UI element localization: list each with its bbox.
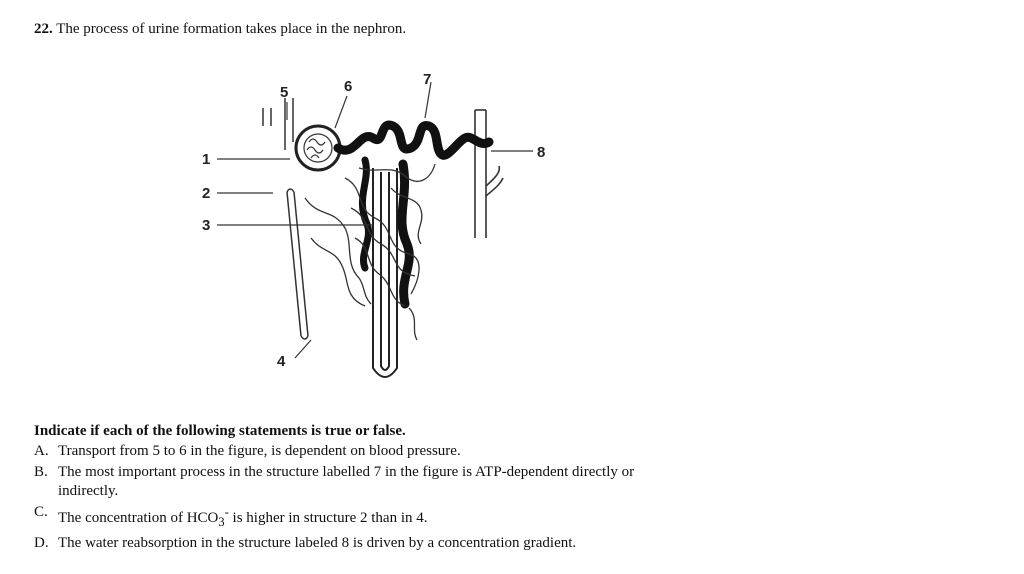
- label-5: 5: [280, 84, 289, 101]
- statement-text: The most important process in the structure labelled 7 in the figure is ATP-dependent directly or indirectly.: [58, 464, 635, 499]
- proximal-tubule: [338, 125, 489, 155]
- statement-b: [34, 463, 694, 501]
- peritubular-capillaries: [305, 164, 435, 340]
- statement-letter: A.: [34, 443, 49, 459]
- label-1: 1: [202, 151, 211, 168]
- label-8: 8: [537, 144, 546, 161]
- statement-d: [34, 534, 694, 553]
- distal-tubule-upper: [362, 160, 368, 268]
- question-text: The process of urine formation takes place in the nephron.: [52, 21, 407, 37]
- arteriole-vessels: [263, 98, 293, 150]
- statement-text: The water reabsorption in the structure labeled 8 is driven by a concentration gradient.: [58, 535, 577, 551]
- label-3: 3: [202, 217, 211, 234]
- statement-a: [34, 442, 694, 461]
- statement-list: [34, 442, 694, 555]
- statement-letter: C.: [34, 504, 48, 520]
- collecting-duct: [475, 110, 503, 238]
- question-number: 22.: [34, 21, 53, 37]
- statement-letter: B.: [34, 464, 48, 480]
- statement-text: The concentration of $HCO_3^-$ is higher in structure 2 than in 4.: [58, 505, 428, 529]
- label-6: 6: [344, 78, 353, 95]
- label-7: 7: [423, 71, 432, 88]
- question-heading: [34, 21, 406, 38]
- distal-tubule: [402, 164, 409, 304]
- nephron-diagram: [195, 68, 565, 398]
- glomerulus: [296, 126, 340, 170]
- statement-text: Transport from 5 to 6 in the figure, is dependent on blood pressure.: [58, 443, 461, 459]
- statement-c: [34, 503, 694, 532]
- label-4: 4: [277, 353, 286, 370]
- vasa-recta-left: [287, 189, 308, 339]
- label-2: 2: [202, 185, 211, 202]
- instructions: Indicate if each of the following statements is true or false.: [34, 423, 406, 439]
- statement-letter: D.: [34, 535, 49, 551]
